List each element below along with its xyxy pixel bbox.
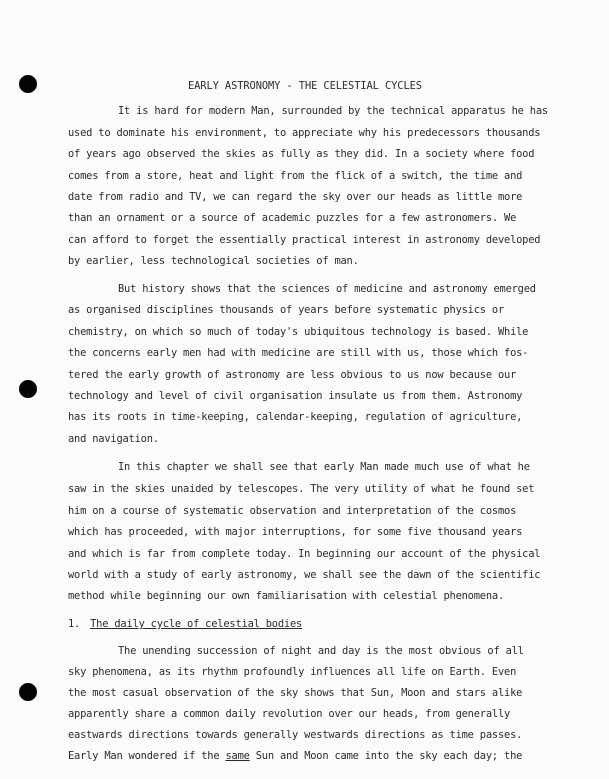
text-line: can afford to forget the essentially practical interest in astronomy developed	[68, 234, 541, 246]
text-line: and navigation.	[68, 433, 159, 445]
text-line: of years ago observed the skies as fully as they did. In a society where food	[68, 148, 535, 160]
text-line: chemistry, on which so much of today's ubiquitous technology is based. While	[68, 326, 529, 338]
text-line: It is hard for modern Man, surrounded by the technical apparatus he has	[118, 105, 548, 117]
text-run: Sun and Moon came into the sky each day; the	[249, 750, 523, 762]
section-number: 1.	[68, 618, 81, 630]
text-line	[68, 750, 522, 762]
text-line: eastwards directions towards generally westwards directions as time passes.	[68, 729, 523, 741]
page-title: EARLY ASTRONOMY - THE CELESTIAL CYCLES	[188, 80, 422, 92]
text-line: the concerns early men had with medicine are still with us, those which fos-	[68, 347, 529, 359]
text-line: which has proceeded, with major interruptions, for some five thousand years	[68, 526, 523, 538]
text-line: the most casual observation of the sky shows that Sun, Moon and stars alike	[68, 687, 523, 699]
text-line: as organised disciplines thousands of years before systematic physics or	[68, 304, 505, 316]
binder-hole	[19, 683, 37, 701]
section-heading	[68, 618, 302, 630]
text-line: In this chapter we shall see that early Man made much use of what he	[118, 461, 530, 473]
text-line: by earlier, less technological societies of man.	[68, 255, 359, 267]
emphasis-word: same	[225, 750, 250, 762]
binder-hole	[19, 75, 37, 93]
text-line: him on a course of systematic observation and interpretation of the cosmos	[68, 505, 517, 517]
text-line: The unending succession of night and day is the most obvious of all	[118, 645, 524, 657]
text-line: and which is far from complete today. In beginning our account of the physical	[68, 548, 541, 560]
text-line: technology and level of civil organisation insulate us from them. Astronomy	[68, 390, 523, 402]
text-line: comes from a store, heat and light from the flick of a switch, the time and	[68, 170, 523, 182]
text-line: has its roots in time-keeping, calendar-keeping, regulation of agriculture,	[68, 411, 523, 423]
text-line: date from radio and TV, we can regard the sky over our heads as little more	[68, 191, 523, 203]
text-run: Early Man wondered if the	[68, 750, 226, 762]
binder-hole	[19, 380, 37, 398]
text-line: world with a study of early astronomy, we shall see the dawn of the scientific	[68, 569, 541, 581]
section-title: The daily cycle of celestial bodies	[90, 618, 303, 630]
text-line: saw in the skies unaided by telescopes. The very utility of what he found set	[68, 483, 535, 495]
text-line: But history shows that the sciences of medicine and astronomy emerged	[118, 283, 536, 295]
text-line: method while beginning our own familiarisation with celestial phenomena.	[68, 590, 505, 602]
text-line: sky phenomena, as its rhythm profoundly influences all life on Earth. Even	[68, 666, 517, 678]
text-line: than an ornament or a source of academic puzzles for a few astronomers. We	[68, 212, 517, 224]
text-line: tered the early growth of astronomy are less obvious to us now because our	[68, 369, 517, 381]
text-line: apparently share a common daily revolution over our heads, from generally	[68, 708, 511, 720]
text-line: used to dominate his environment, to appreciate why his predecessors thousands	[68, 127, 541, 139]
